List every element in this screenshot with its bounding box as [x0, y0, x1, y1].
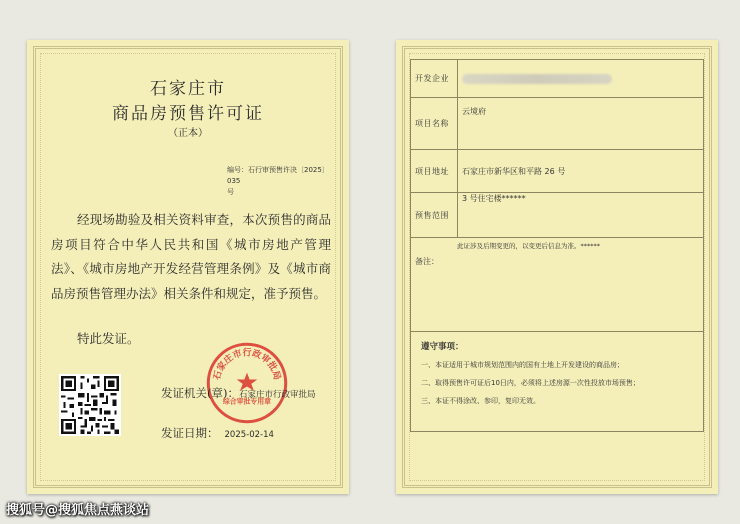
table-row	[411, 238, 704, 332]
permit-detail-sheet	[396, 40, 718, 494]
row-label: 开发企业	[411, 60, 458, 98]
table-row	[411, 150, 704, 193]
row-label: 预售范围	[411, 193, 458, 238]
notice-title: 遵守事项：	[421, 342, 464, 352]
copy-label: （正本）	[168, 128, 208, 139]
list-item: 二、取得预售许可证后10日内，必须将上述房源一次性投放市场预售；	[421, 379, 640, 387]
issuing-city: 石家庄市	[150, 79, 226, 99]
table-row	[411, 98, 704, 150]
developer-value-redacted	[458, 60, 704, 98]
project-address-value: 石家庄市新华区和平路 26 号	[458, 150, 704, 193]
qr-code-icon	[59, 374, 121, 436]
permit-detail-table	[410, 59, 704, 432]
project-name-value: 云境府	[458, 98, 704, 150]
redaction-blur	[462, 74, 612, 84]
remarks-cell: 此证涉及后期变更的，以变更后信息为准。****** 备注：	[411, 238, 704, 332]
serial-number: 编号：石行审预售许决〔2025〕035 号	[227, 166, 329, 196]
list-item: 一、本证适用于城市规划范围内的国有土地上开发建设的商品房；	[421, 361, 624, 369]
document-title: 商品房预售许可证	[112, 104, 264, 124]
list-item: 三、本证不得涂改、参印，复印无效。	[421, 397, 540, 405]
table-row	[411, 60, 704, 98]
issuing-authority: 发证机关(章)：石家庄市行政审批局	[161, 386, 316, 400]
table-row	[411, 332, 704, 432]
closing-text: 特此发证。	[77, 331, 140, 346]
official-seal-icon	[204, 340, 290, 426]
watermark: 搜狐号@搜狐焦点燕谈站	[6, 503, 150, 518]
row-label: 项目地址	[411, 150, 458, 193]
permit-body-text: 经现场勘验及相关资料审查，本次预售的商品房项目符合中华人民共和国《城市房地产管理法》、《城市房地产开发经营管理条例》及《城市商品房预售管理办法》相关条件和规定，准予预售。	[51, 212, 331, 301]
svg-text:综合审批专用章: 综合审批专用章	[222, 397, 272, 406]
table-row	[411, 193, 704, 238]
issue-date: 发证日期： 2025-02-14	[161, 426, 274, 440]
row-label: 项目名称	[411, 98, 458, 150]
presale-scope-value: 3 号住宅楼******	[458, 193, 704, 238]
notices-cell	[411, 332, 704, 432]
permit-front-sheet	[27, 40, 349, 494]
svg-text:石家庄市行政审批局: 石家庄市行政审批局	[212, 348, 282, 382]
